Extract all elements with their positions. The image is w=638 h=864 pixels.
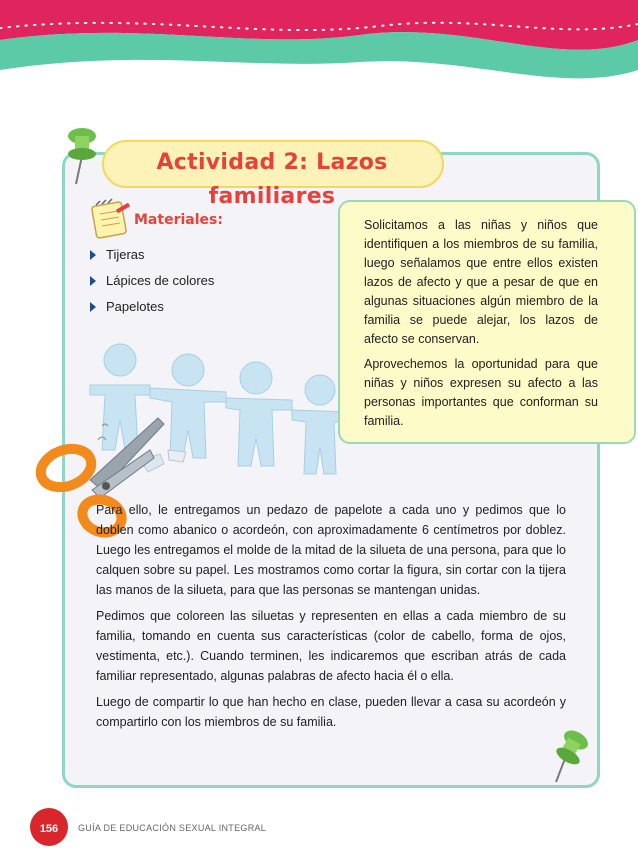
- materials-list: [90, 246, 214, 324]
- body-paragraph: Luego de compartir lo que han hecho en clase, pueden llevar a casa su acordeón y compartirlo con los miembros de su familia.: [96, 695, 566, 729]
- instruction-note: [338, 200, 636, 444]
- page-number: 156: [39, 823, 59, 835]
- top-wave-band: [0, 0, 638, 100]
- page-number-badge: [28, 806, 70, 848]
- bullet-icon: [90, 276, 96, 286]
- bullet-icon: [90, 302, 96, 312]
- list-item: Papelotes: [90, 298, 214, 324]
- bullet-icon: [90, 250, 96, 260]
- materials-title: Materiales:: [134, 212, 223, 228]
- body-paragraph: Para ello, le entregamos un pedazo de papelote a cada uno y pedimos que lo doblen como abanico o acordeón, con aproximadamente 6 centímetros por doblez. Luego les entregamos el molde de la mitad de la silueta de una persona, para que lo calquen sobre su papel. Les mostramos como cortar la figura, sin cortar con la tijera las manos de la silueta, para que las personas se mantengan unidas.: [96, 503, 566, 597]
- body-paragraph: Pedimos que coloreen las siluetas y representen en ellas a cada miembro de su familia, tomando en cuenta sus características (color de cabello, forma de ojos, vestimenta, etc.). Cuando terminen, les indicaremos que escriban atrás de cada familiar representado, algunas palabras de afecto hacia él o ella.: [96, 609, 566, 683]
- list-item: Lápices de colores: [90, 272, 214, 298]
- notepad-icon: [90, 196, 132, 240]
- note-paragraph: Aprovechemos la oportunidad para que niñas y niños expresen su afecto a las personas importantes que conforman su familia.: [364, 357, 598, 428]
- pushpin-icon: [62, 126, 102, 186]
- activity-description: [96, 500, 566, 738]
- pushpin-icon: [548, 728, 592, 784]
- footer-text: GUÍA DE EDUCACIÓN SEXUAL INTEGRAL: [78, 823, 267, 833]
- page-title: Actividad 2: Lazos familiares: [156, 150, 388, 209]
- note-paragraph: Solicitamos a las niñas y niños que identifiquen a los miembros de su familia, luego señalamos que entre ellos existen lazos de afecto y que a pesar de que en algunas situaciones algún miembro de la familia se puede alejar, los lazos de afecto se conservan.: [364, 218, 598, 346]
- list-item: Tijeras: [90, 246, 214, 272]
